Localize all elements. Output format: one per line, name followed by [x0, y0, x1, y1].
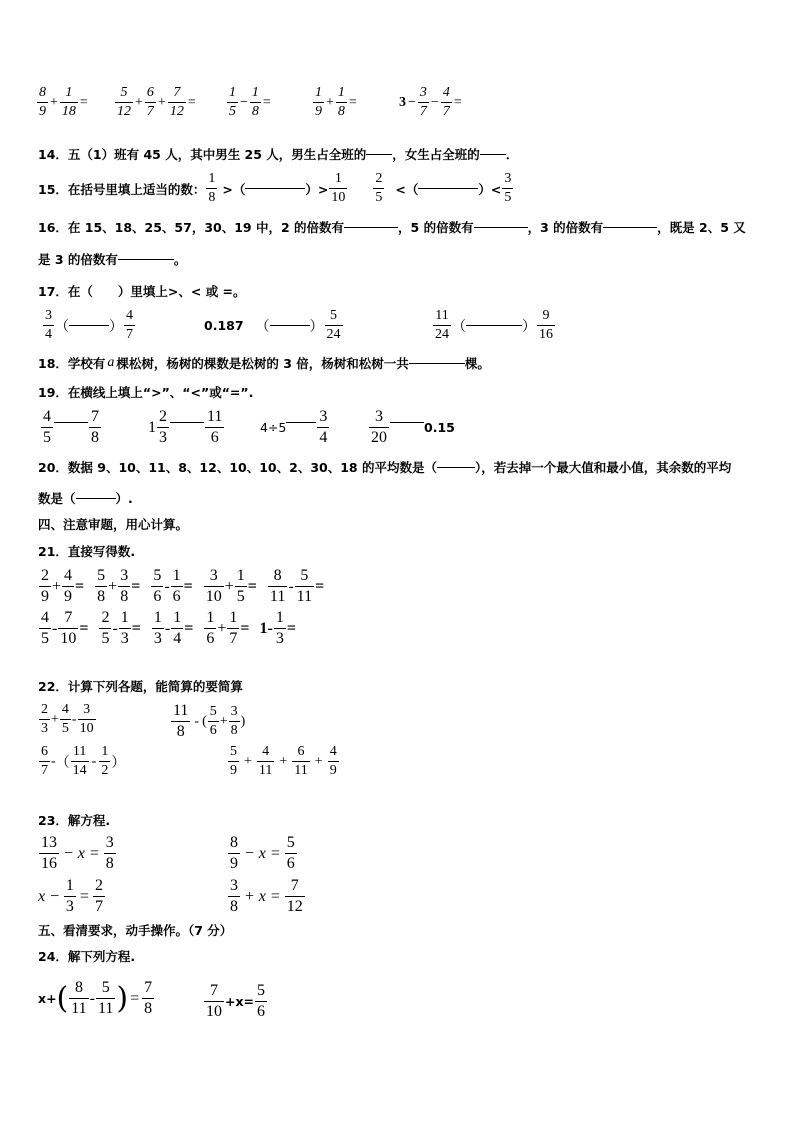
q19-compare-3: 4÷5 $\frac{3}{4}$ — [260, 408, 328, 446]
q23-equation-3: x − $\frac{1}{3}$ = $\frac{2}{7}$ — [38, 877, 103, 915]
question-14: 14．五（1）班有 45 人，其中男生 25 人，男生占全班的 ，女生占全班的 ． — [38, 147, 519, 162]
q21-item: $\frac{3}{10}$ + $\frac{1}{5}$ = — [205, 567, 257, 605]
q16-blank-1[interactable] — [344, 227, 398, 228]
top-expr-2: $\frac{5}{12}$ + $\frac{6}{7}$ + $\frac{7}{12}$ = — [117, 85, 196, 119]
question-16-line-1: 16．在 15、18、25、57，30、19 中，2 的倍数有 ，5 的倍数有 ，3 的倍数有 ，既是 2、5 又 — [38, 220, 746, 235]
q19-blank-1[interactable] — [54, 422, 88, 423]
q17-compare-3: $\frac{11}{24}$ （ ） $\frac{9}{16}$ — [435, 308, 553, 342]
q23-equation-1: $\frac{13}{16}$ − x = $\frac{3}{8}$ — [41, 834, 114, 872]
q20-blank-2[interactable] — [76, 498, 116, 499]
q21-item: $\frac{2}{9}$ + $\frac{4}{9}$ = — [41, 567, 85, 605]
q23-equation-4: $\frac{3}{8}$ + x = $\frac{7}{12}$ — [230, 877, 303, 915]
q16-blank-3[interactable] — [603, 227, 657, 228]
q21-item: $\frac{8}{11}$ - $\frac{5}{11}$ = — [269, 567, 325, 605]
question-16-line-2: 是 3 的倍数有 。 — [38, 252, 187, 267]
top-expr-5: 3 − $\frac{3}{7}$ − $\frac{4}{7}$ = — [399, 85, 462, 119]
q14-blank-1[interactable] — [366, 154, 392, 155]
q17-blank-3[interactable] — [466, 325, 522, 326]
question-24-title: 24．解下列方程. — [38, 949, 136, 964]
q18-blank[interactable] — [409, 363, 465, 364]
question-23-title: 23．解方程. — [38, 813, 111, 828]
question-20-line-1: 20．数据 9、10、11、8、12、10、10、2、30、18 的平均数是（ ），若去掉一个最大值和最小值，其余数的平均 — [38, 460, 732, 475]
q22-expr-2: $\frac{11}{8}$ - ( $\frac{5}{6}$ + $\frac{3}{8}$ ) — [173, 702, 246, 740]
question-15: 15．在括号里填上适当的数： $\frac{1}{8}$ >（ ）> $\frac{1}{10}$ $\frac{2}{5}$ <（ ）< $\frac{3}{5}$ — [38, 171, 512, 205]
q17-compare-2: 0.187 （ ） $\frac{5}{24}$ — [204, 308, 341, 342]
q19-compare-2: 1 $\frac{2}{3}$ $\frac{11}{6}$ — [148, 408, 223, 446]
q21-item: $\frac{5}{8}$ + $\frac{3}{8}$ = — [97, 567, 141, 605]
q21-row-1 — [38, 568, 324, 605]
q23-equation-2: $\frac{8}{9}$ − x = $\frac{5}{6}$ — [230, 834, 295, 872]
q20-blank-1[interactable] — [437, 467, 475, 468]
q22-expr-1: $\frac{2}{3}$ + $\frac{4}{5}$ - $\frac{3}{10}$ — [41, 702, 94, 736]
q16-blank-4[interactable] — [118, 259, 174, 260]
q15-blank-2[interactable] — [418, 188, 478, 189]
question-18: 18．学校有 a 棵松树，杨树的棵数是松树的 3 倍，杨树和松树一共 棵。 — [38, 355, 490, 371]
q17-blank-2[interactable] — [270, 325, 310, 326]
question-17-title: 17．在（ ）里填上>、< 或 =。 — [38, 284, 246, 299]
q21-item: $\frac{4}{5}$ - $\frac{7}{10}$ = — [41, 609, 89, 647]
q21-item: $\frac{5}{6}$ - $\frac{1}{6}$ = — [153, 567, 193, 605]
q21-item: $\frac{1}{6}$ + $\frac{1}{7}$ = — [206, 609, 250, 647]
section-5-heading: 五、看清要求，动手操作。（7 分） — [38, 923, 233, 938]
q21-item: $\frac{1}{3}$ - $\frac{1}{4}$ = — [153, 609, 194, 647]
question-19-title: 19．在横线上填上“>”、“<”或“=”. — [38, 385, 254, 400]
q19-compare-4: $\frac{3}{20}$ 0.15 — [371, 408, 455, 446]
top-expr-3: $\frac{1}{5}$ − $\frac{1}{8}$ = — [229, 85, 271, 119]
q21-item: 1- $\frac{1}{3}$ = — [259, 609, 296, 647]
q16-blank-2[interactable] — [474, 227, 528, 228]
q21-item: $\frac{2}{5}$ - $\frac{1}{3}$ = — [101, 609, 141, 647]
q21-row-2 — [38, 610, 296, 647]
top-expr-1: $\frac{8}{9}$ + $\frac{1}{18}$ = — [39, 85, 88, 119]
q19-blank-4[interactable] — [390, 422, 424, 423]
q17-blank-1[interactable] — [69, 325, 109, 326]
q19-compare-1: $\frac{4}{5}$ $\frac{7}{8}$ — [43, 408, 99, 446]
top-expr-4: $\frac{1}{9}$ + $\frac{1}{8}$ = — [315, 85, 357, 119]
q24-equation-2: $\frac{7}{10}$ +x= $\frac{5}{6}$ — [206, 982, 266, 1020]
q22-expr-4: $\frac{5}{9}$ + $\frac{4}{11}$ + $\frac{6}{11}$ + $\frac{4}{9}$ — [230, 744, 337, 778]
q24-equation-1: x+ ( $\frac{8}{11}$ - $\frac{5}{11}$ ) = $\frac{7}{8}$ — [38, 979, 153, 1017]
section-4-heading: 四、注意审题，用心计算。 — [38, 517, 189, 532]
question-22-title: 22．计算下列各题，能简算的要简算 — [38, 679, 243, 694]
q22-expr-3: $\frac{6}{7}$ - （ $\frac{11}{14}$ - $\frac{1}{2}$ ） — [41, 744, 126, 778]
q15-blank-1[interactable] — [245, 188, 305, 189]
q17-compare-1: $\frac{3}{4}$ （ ） $\frac{4}{7}$ — [45, 308, 133, 342]
question-20-line-2: 数是（ ）. — [38, 491, 133, 506]
q14-blank-2[interactable] — [480, 154, 506, 155]
q19-blank-3[interactable] — [286, 422, 316, 423]
q19-blank-2[interactable] — [170, 422, 204, 423]
question-21-title: 21．直接写得数. — [38, 544, 136, 559]
